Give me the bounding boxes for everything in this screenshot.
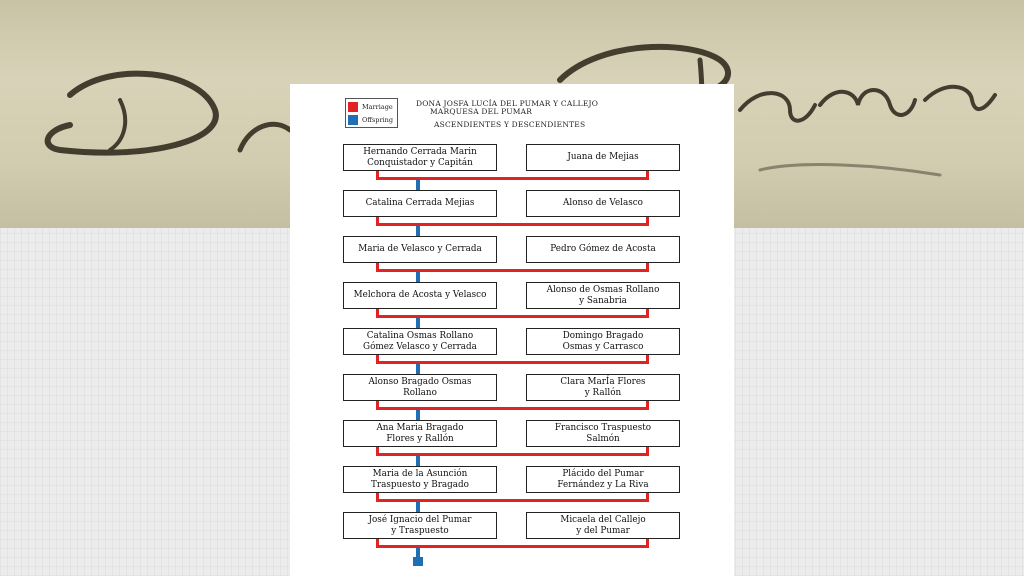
person-name-line: Alonso de Osmas Rollano bbox=[546, 285, 660, 295]
person-box-right bbox=[526, 512, 680, 539]
person-name-line: Rollano bbox=[403, 387, 437, 398]
person-name-line: Traspuesto y Bragado bbox=[371, 479, 469, 490]
person-name-line: Maria de Velasco y Cerrada bbox=[358, 244, 482, 255]
offspring-line bbox=[416, 502, 420, 512]
title-line-1: DONA JOSFA LUCÍA DEL PUMAR Y CALLEJO bbox=[416, 99, 599, 108]
person-name-line: Clara MarÍa Flores bbox=[560, 377, 646, 387]
person-box-left bbox=[343, 328, 497, 355]
person-name-line: Ana Maria Bragado bbox=[376, 423, 464, 433]
person-name-line: Alonso de Velasco bbox=[563, 198, 643, 209]
person-name-line: y Rallón bbox=[584, 387, 622, 398]
person-name-line: José Ignacio del Pumar bbox=[368, 515, 472, 525]
person-name-line: Flores y Rallón bbox=[386, 433, 454, 444]
person-name-line: Conquistador y Capitán bbox=[367, 157, 473, 168]
title-line-2: MARQUESA DEL PUMAR bbox=[430, 107, 533, 116]
person-box-right bbox=[526, 420, 680, 447]
person-name-line: Juana de Mejias bbox=[567, 152, 639, 163]
person-name-line: y Traspuesto bbox=[391, 525, 449, 536]
person-name-line: Catalina Osmas Rollano bbox=[366, 331, 474, 341]
person-name-line: Salmón bbox=[586, 433, 620, 444]
person-name-line: Domingo Bragado bbox=[562, 331, 644, 341]
person-box-left bbox=[343, 236, 497, 263]
person-box-left bbox=[343, 282, 497, 309]
offspring-line bbox=[416, 272, 420, 282]
legend-offspring-label: Offspring bbox=[362, 116, 393, 124]
person-box-left bbox=[343, 420, 497, 447]
person-name-line: Gómez Velasco y Cerrada bbox=[363, 341, 477, 352]
offspring-line bbox=[416, 226, 420, 236]
legend bbox=[345, 98, 398, 128]
marriage-swatch bbox=[348, 102, 358, 112]
person-name-line: Pedro Gómez de Acosta bbox=[550, 244, 656, 255]
person-box-left bbox=[343, 190, 497, 217]
person-name-line: Osmas y Carrasco bbox=[562, 341, 644, 352]
person-name-line: y Sanabria bbox=[579, 295, 627, 306]
person-box-right bbox=[526, 190, 680, 217]
offspring-line bbox=[416, 318, 420, 328]
offspring-line bbox=[416, 180, 420, 190]
legend-marriage-label: Marriage bbox=[362, 103, 393, 111]
descendant-marker bbox=[413, 557, 423, 566]
person-box-right bbox=[526, 236, 680, 263]
person-box-left bbox=[343, 144, 497, 171]
person-name-line: Plácido del Pumar bbox=[562, 469, 644, 479]
offspring-line bbox=[416, 410, 420, 420]
person-box-left bbox=[343, 512, 497, 539]
person-name-line: Maria de la Asunción bbox=[372, 469, 468, 479]
person-name-line: y del Pumar bbox=[576, 525, 630, 536]
person-box-left bbox=[343, 466, 497, 493]
person-box-right bbox=[526, 328, 680, 355]
title-line-3: ASCENDIENTES Y DESCENDIENTES bbox=[434, 120, 586, 129]
person-name-line: Catalina Cerrada Mejias bbox=[365, 198, 475, 209]
person-name-line: Fernández y La Riva bbox=[557, 479, 649, 490]
person-name-line: Hernando Cerrada Marin bbox=[363, 147, 477, 157]
person-box-right bbox=[526, 374, 680, 401]
person-box-right bbox=[526, 144, 680, 171]
person-box-left bbox=[343, 374, 497, 401]
person-box-right bbox=[526, 466, 680, 493]
person-box-right bbox=[526, 282, 680, 309]
family-tree-panel bbox=[290, 84, 734, 576]
offspring-swatch bbox=[348, 115, 358, 125]
offspring-line bbox=[416, 456, 420, 466]
person-name-line: Alonso Bragado Osmas bbox=[368, 377, 472, 387]
offspring-line bbox=[416, 364, 420, 374]
person-name-line: Micaela del Callejo bbox=[560, 515, 646, 525]
person-name-line: Melchora de Acosta y Velasco bbox=[353, 290, 487, 301]
person-name-line: Francisco Traspuesto bbox=[554, 423, 652, 433]
